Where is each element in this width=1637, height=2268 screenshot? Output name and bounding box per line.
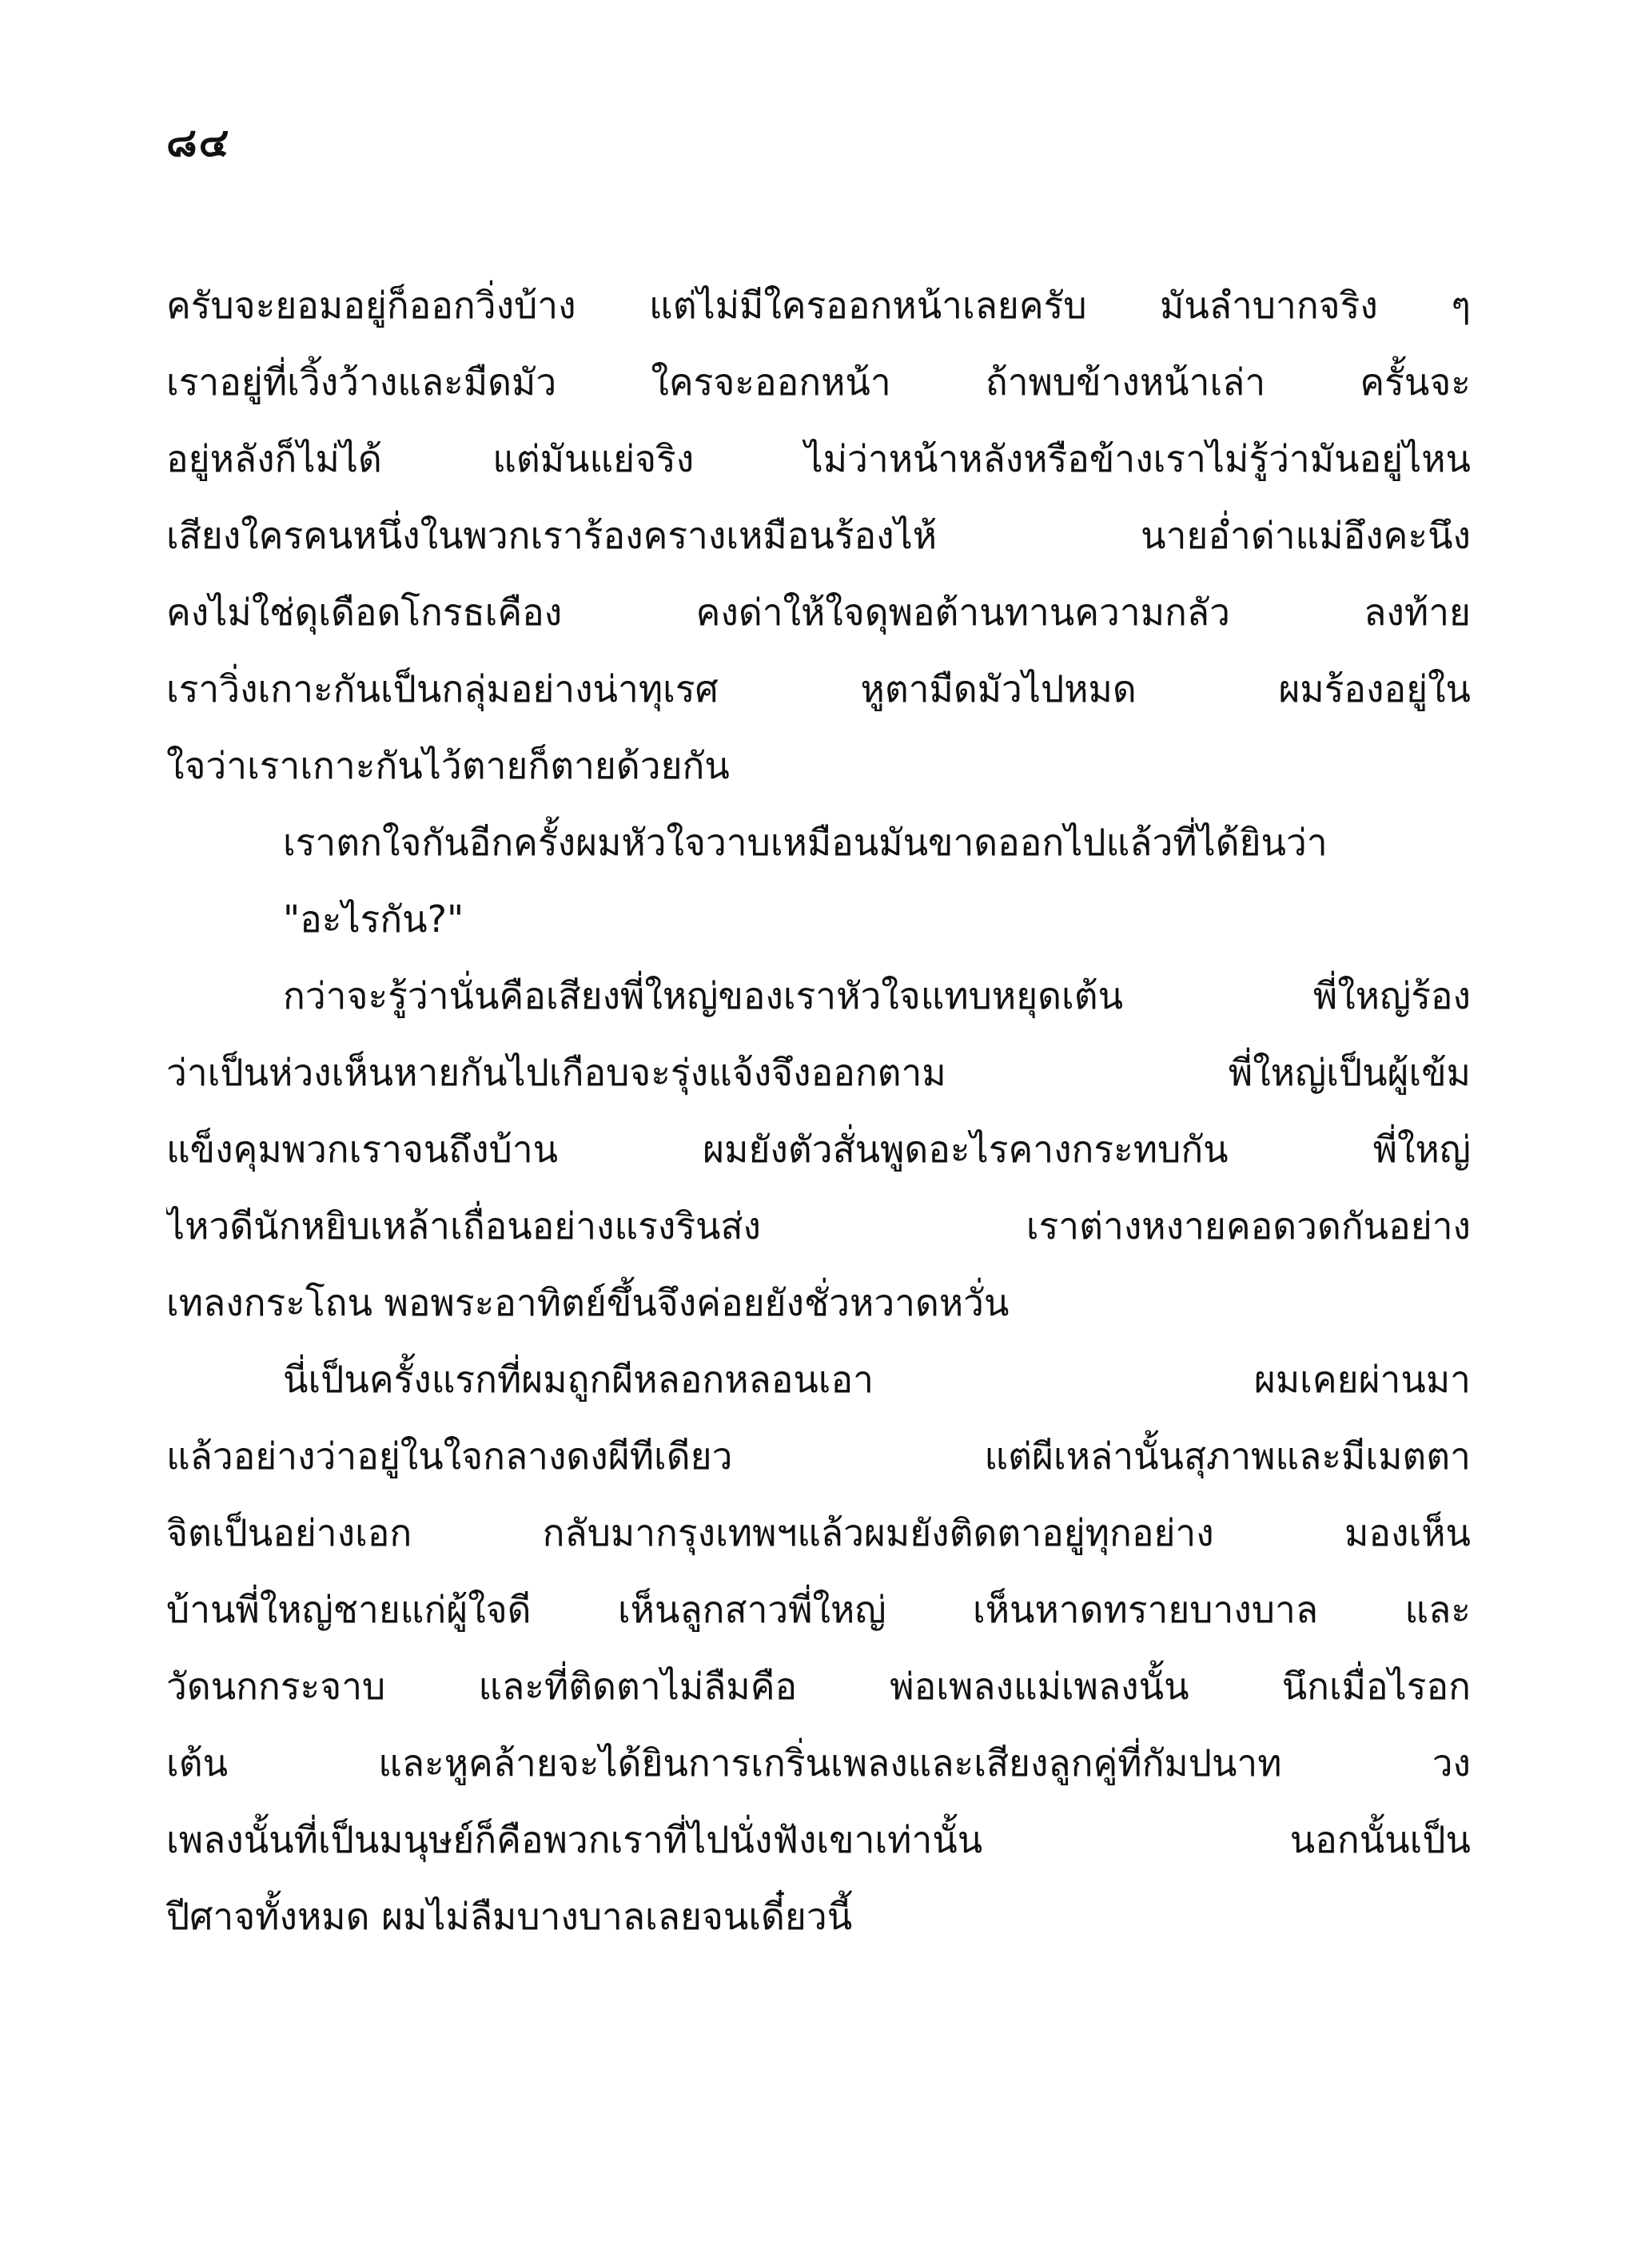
text-line: จิตเป็นอย่างเอก กลับมากรุงเทพฯแล้วผมยังติดตาอยู่ทุกอย่าง มองเห็น bbox=[166, 1511, 1471, 1554]
text-line: เทลงกระโถน พอพระอาทิตย์ขึ้นจึงค่อยยังชั่วหวาดหวั่น bbox=[166, 1281, 1010, 1324]
text-line: นี่เป็นครั้งแรกที่ผมถูกผีหลอกหลอนเอา ผมเคยผ่านมา bbox=[283, 1358, 1471, 1401]
text-line: เราวิ่งเกาะกันเป็นกลุ่มอย่างน่าทุเรศ หูตามืดมัวไปหมด ผมร้องอยู่ใน bbox=[166, 667, 1471, 710]
text-line: ครับจะยอมอยู่ก็ออกวิ่งบ้าง แต่ไม่มีใครออกหน้าเลยครับ มันลำบากจริง ๆ bbox=[166, 284, 1471, 327]
text-line: เสียงใครคนหนึ่งในพวกเราร้องครางเหมือนร้องไห้ นายอ่ำด่าแม่อึงคะนึง bbox=[166, 514, 1471, 557]
text-line: เราอยู่ที่เวิ้งว้างและมืดมัว ใครจะออกหน้า ถ้าพบข้างหน้าเล่า ครั้นจะ bbox=[166, 360, 1471, 404]
body-text bbox=[166, 267, 1471, 1955]
page-number: ๘๔ bbox=[166, 119, 231, 165]
text-line: บ้านพี่ใหญ่ชายแก่ผู้ใจดี เห็นลูกสาวพี่ใหญ่ เห็นหาดทรายบางบาล และ bbox=[166, 1588, 1471, 1631]
text-line: อยู่หลังก็ไม่ได้ แต่มันแย่จริง ไม่ว่าหน้าหลังหรือข้างเราไม่รู้ว่ามันอยู่ไหน bbox=[166, 437, 1471, 480]
text-line: กว่าจะรู้ว่านั่นคือเสียงพี่ใหญ่ของเราหัวใจแทบหยุดเต้น พี่ใหญ่ร้อง bbox=[283, 974, 1471, 1017]
text-line: ใจว่าเราเกาะกันไว้ตายก็ตายด้วยกัน bbox=[166, 744, 730, 787]
text-line: คงไม่ใช่ดุเดือดโกรธเคือง คงด่าให้ใจดุพอต้านทานความกลัว ลงท้าย bbox=[166, 591, 1471, 634]
text-line: ปีศาจทั้งหมด ผมไม่ลืมบางบาลเลยจนเดี๋ยวนี้ bbox=[166, 1895, 853, 1938]
text-line: เราตกใจกันอีกครั้งผมหัวใจวาบเหมือนมันขาดออกไปแล้วที่ได้ยินว่า bbox=[283, 821, 1328, 864]
text-line: แล้วอย่างว่าอยู่ในใจกลางดงผีทีเดียว แต่ผีเหล่านั้นสุภาพและมีเมตตา bbox=[166, 1434, 1471, 1478]
text-line: แข็งคุมพวกเราจนถึงบ้าน ผมยังตัวสั่นพูดอะไรคางกระทบกัน พี่ใหญ่ bbox=[166, 1128, 1471, 1171]
text-line: ว่าเป็นห่วงเห็นหายกันไปเกือบจะรุ่งแจ้งจึงออกตาม พี่ใหญ่เป็นผู้เข้ม bbox=[166, 1051, 1471, 1094]
text-line: "อะไรกัน?" bbox=[283, 897, 464, 941]
text-line: เต้น และหูคล้ายจะได้ยินการเกริ่นเพลงและเสียงลูกคู่ที่กัมปนาท วง bbox=[166, 1741, 1471, 1785]
text-line: เพลงนั้นที่เป็นมนุษย์ก็คือพวกเราที่ไปนั่งฟังเขาเท่านั้น นอกนั้นเป็น bbox=[166, 1818, 1471, 1861]
text-line: ไหวดีนักหยิบเหล้าเถื่อนอย่างแรงรินส่ง เราต่างหงายคอดวดกันอย่าง bbox=[166, 1204, 1471, 1247]
text-line: วัดนกกระจาบ และที่ติดตาไม่ลืมคือ พ่อเพลงแม่เพลงนั้น นึกเมื่อไรอก bbox=[166, 1665, 1471, 1708]
